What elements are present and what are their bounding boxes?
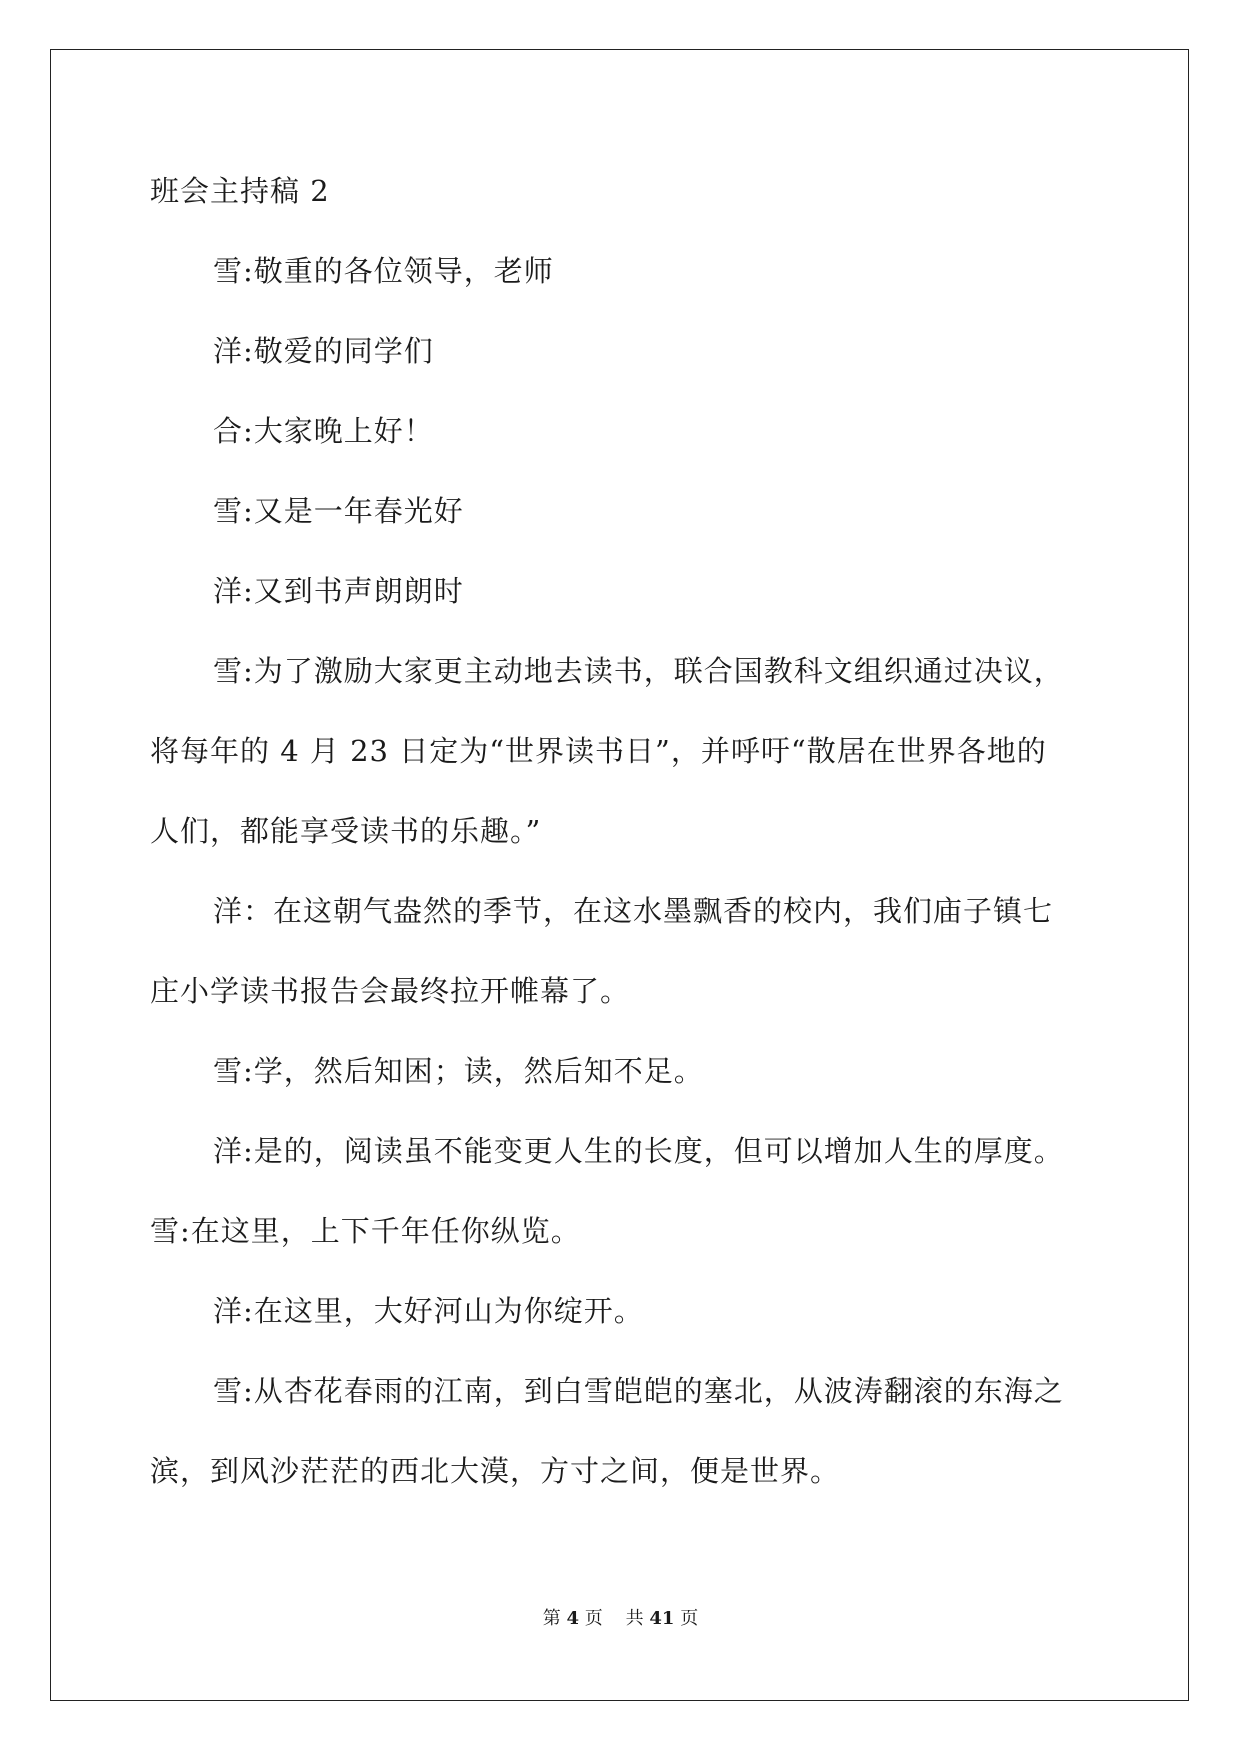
paragraph-line: 将每年的 4 月 23 日定为“世界读书日”，并呼吁“散居在世界各地的 xyxy=(150,734,1047,768)
paragraph-line: 人们，都能享受读书的乐趣。” xyxy=(150,814,542,848)
paragraph-line: 雪:学，然后知困；读，然后知不足。 xyxy=(213,1054,704,1088)
paragraph-line: 滨，到风沙茫茫的西北大漠，方寸之间，便是世界。 xyxy=(150,1454,841,1488)
paragraph-line: 雪:为了激励大家更主动地去读书，联合国教科文组织通过决议， xyxy=(213,654,1064,688)
document-title: 班会主持稿 2 xyxy=(150,174,330,208)
paragraph-line: 雪:从杏花春雨的江南，到白雪皑皑的塞北，从波涛翻滚的东海之 xyxy=(213,1374,1064,1408)
paragraph-line: 合:大家晚上好！ xyxy=(213,414,434,448)
paragraph-line: 洋:敬爱的同学们 xyxy=(213,334,434,368)
paragraph-line: 洋：在这朝气盎然的季节，在这水墨飘香的校内，我们庙子镇七 xyxy=(213,894,1054,928)
paragraph-line: 洋:又到书声朗朗时 xyxy=(213,574,464,608)
total-pages: 41 xyxy=(649,1608,675,1629)
total-prefix: 共 xyxy=(625,1608,644,1629)
paragraph-line: 雪:在这里，上下千年任你纵览。 xyxy=(150,1214,581,1248)
paragraph-line: 雪:又是一年春光好 xyxy=(213,494,464,528)
paragraph-line: 庄小学读书报告会最终拉开帷幕了。 xyxy=(150,974,631,1008)
page-prefix: 第 xyxy=(542,1608,561,1629)
paragraph-line: 洋:是的，阅读虽不能变更人生的长度，但可以增加人生的厚度。 xyxy=(213,1134,1064,1168)
paragraph-line: 雪:敬重的各位领导，老师 xyxy=(213,254,554,288)
paragraph-line: 洋:在这里，大好河山为你绽开。 xyxy=(213,1294,644,1328)
page-unit: 页 xyxy=(584,1608,603,1629)
page-number: 4 xyxy=(566,1608,580,1629)
page-footer xyxy=(0,1608,1241,1630)
total-unit: 页 xyxy=(680,1608,699,1629)
